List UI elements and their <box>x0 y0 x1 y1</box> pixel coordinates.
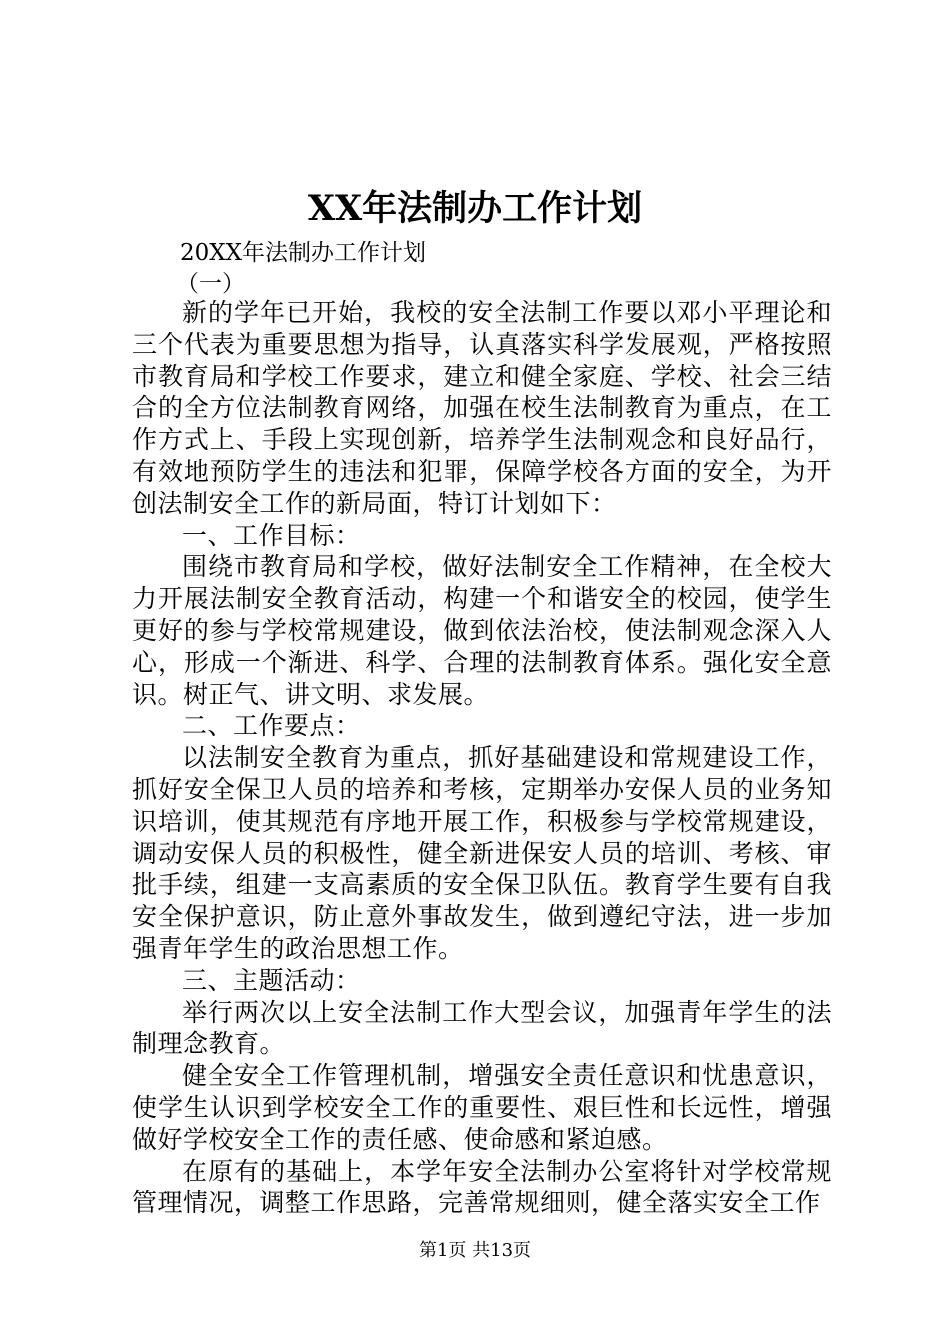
paragraph-activity-meetings: 举行两次以上安全法制工作大型会议，加强青年学生的法制理念教育。 <box>132 997 832 1059</box>
paragraph-work-goals: 围绕市教育局和学校，做好法制安全工作精神，在全校大力开展法制安全教育活动，构建一个和谐安全的校园，使学生更好的参与学校常规建设，做到依法治校，使法制观念深入人心，形成一个渐进、科学、合理的法制教育体系。强化安全意识。树正气、讲文明、求发展。 <box>132 552 832 709</box>
page-footer: 第1页 共13页 <box>418 1240 532 1261</box>
paragraph-intro: 新的学年已开始，我校的安全法制工作要以邓小平理论和三个代表为重要思想为指导，认真落实科学发展观，严格按照市教育局和学校工作要求，建立和健全家庭、学校、社会三结合的全方位法制教育网络，加强在校生法制教育为重点，在工作方式上、手段上实现创新，培养学生法制观念和良好品行，有效地预防学生的违法和犯罪，保障学校各方面的安全，为开创法制安全工作的新局面，特订计划如下： <box>132 298 832 518</box>
heading-work-points: 二、工作要点： <box>182 711 361 741</box>
section-number: （一） <box>176 271 245 297</box>
document-subtitle: 20XX年法制办工作计划 <box>180 240 427 266</box>
paragraph-work-points: 以法制安全教育为重点，抓好基础建设和常规建设工作，抓好安全保卫人员的培养和考核，定期举办安保人员的业务知识培训，使其规范有序地开展工作，积极参与学校常规建设，调动安保人员的积极性，健全新进保安人员的培训、考核、审批手续，组建一支高素质的安全保卫队伍。教育学生要有自我安全保护意识，防止意外事故发生，做到遵纪守法，进一步加强青年学生的政治思想工作。 <box>132 743 832 963</box>
heading-theme-activities: 三、主题活动： <box>182 965 361 995</box>
document-body <box>132 297 832 1219</box>
heading-work-goals: 一、工作目标： <box>182 520 361 550</box>
paragraph-activity-adjustment: 在原有的基础上，本学年安全法制办公室将针对学校常规管理情况，调整工作思路，完善常规细则，健全落实安全工作 <box>132 1156 832 1218</box>
paragraph-activity-mechanism: 健全安全工作管理机制，增强安全责任意识和忧患意识，使学生认识到学校安全工作的重要性、艰巨性和长远性，增强做好学校安全工作的责任感、使命感和紧迫感。 <box>132 1061 832 1154</box>
document-title: XX年法制办工作计划 <box>307 188 643 229</box>
